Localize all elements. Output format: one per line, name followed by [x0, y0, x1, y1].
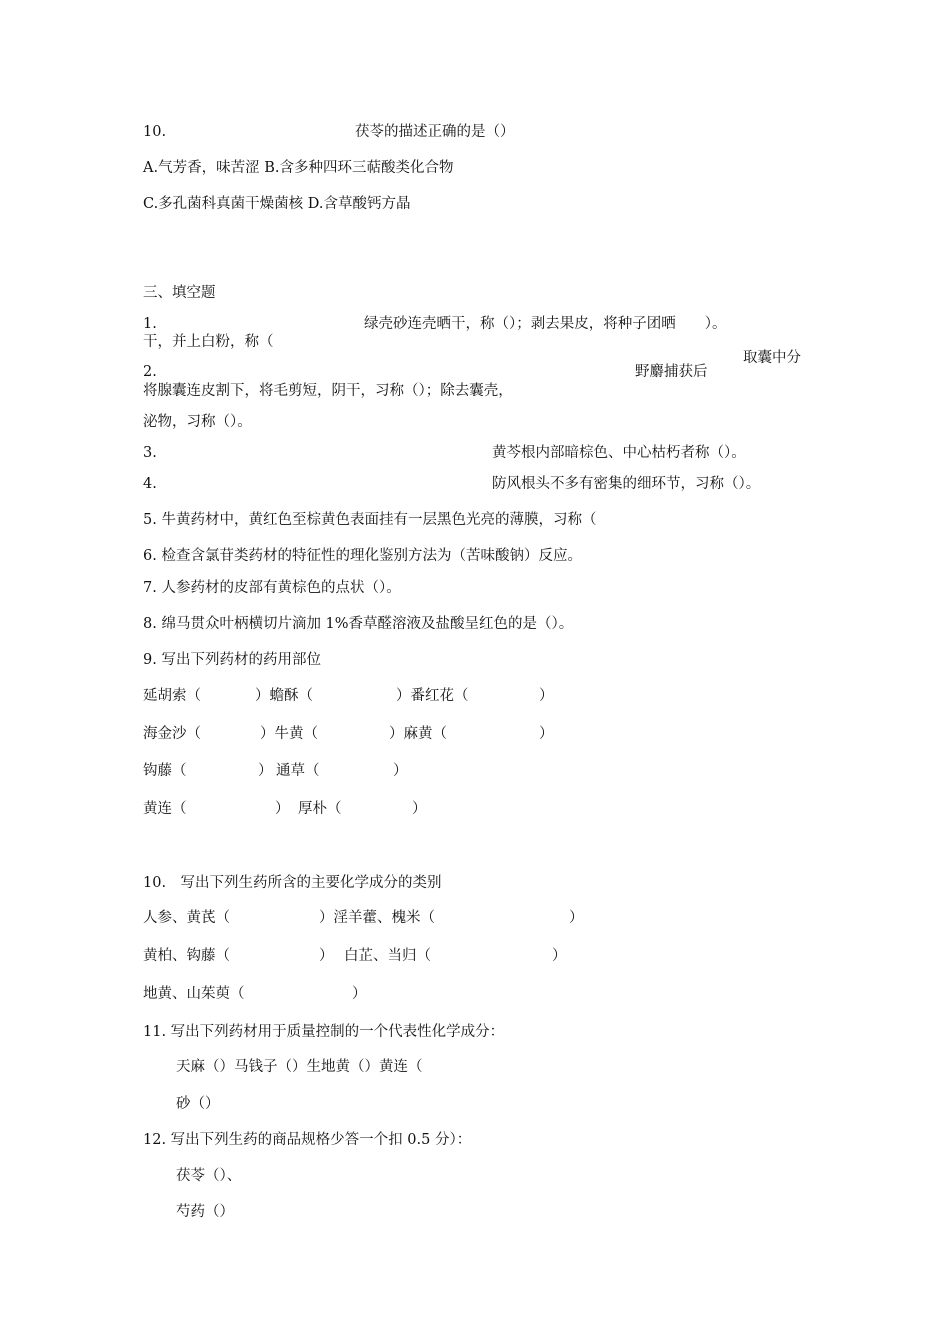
q9-row1-item: ）番红花（ [396, 688, 469, 704]
mc-q10-number: 10. [143, 124, 167, 140]
q10-row3-item: 地黄、山茱萸（ [143, 986, 245, 1002]
fill-q12-line2: 芍药（） [176, 1204, 234, 1220]
fill-q3-text: 黄芩根内部暗棕色、中心枯朽者称（）。 [492, 445, 746, 461]
q9-row4-item: ） [275, 801, 290, 817]
q10-row1-item: ） [569, 910, 584, 926]
section-heading: 三、填空题 [143, 285, 216, 301]
q9-row3-item: ） [258, 763, 273, 779]
fill-q2-line2: 将腺囊连皮割下，将毛剪短，阴干，习称（）；除去囊壳， [143, 383, 513, 399]
q9-row3-item: ） [393, 763, 408, 779]
q10-row2-item: 白芷、当归（ [344, 948, 431, 964]
q9-row2-item: 海金沙（ [143, 726, 201, 742]
q10-row2-item: ） [319, 948, 334, 964]
q10-row2-item: ） [552, 948, 567, 964]
q9-row4-item: ） [412, 801, 427, 817]
fill-q4-text: 防风根头不多有密集的细环节，习称（）。 [492, 476, 761, 492]
q9-row4-item: 黄连（ [143, 801, 187, 817]
fill-q2-fragment-a: 野麝捕获后 [635, 364, 708, 380]
q10-row1-item: ）淫羊藿、槐米（ [319, 910, 435, 926]
mc-q10-options-ab: A.气芳香，味苦涩 B.含多种四环三萜酸类化合物 [143, 160, 454, 176]
fill-q5: 5. 牛黄药材中，黄红色至棕黄色表面挂有一层黑色光亮的薄膜，习称（ [143, 512, 597, 528]
q9-row2-item: ） [539, 726, 554, 742]
fill-q11-line1: 天麻（）马钱子（）生地黄（）黄连（ [176, 1059, 423, 1075]
mc-q10-options-cd: C.多孔菌科真菌干燥菌核 D.含草酸钙方晶 [143, 196, 411, 212]
q9-row3-item: 钩藤（ [143, 763, 187, 779]
fill-q2-fragment-b: 取囊中分 [743, 350, 801, 366]
fill-q2-line3: 泌物，习称（）。 [143, 414, 252, 430]
fill-q6: 6. 检查含氯苷类药材的特征性的理化鉴别方法为（苦味酸钠）反应。 [143, 548, 582, 564]
fill-q2-number: 2. [143, 364, 157, 380]
fill-q12-line1: 茯苓（）、 [176, 1168, 242, 1184]
fill-q11-title: 11. 写出下列药材用于质量控制的一个代表性化学成分： [143, 1024, 505, 1040]
q10-row2-item: 黄柏、钩藤（ [143, 948, 230, 964]
mc-q10-stem: 茯苓的描述正确的是（） [355, 124, 515, 140]
fill-q1-continuation: 干，并上白粉，称（ [143, 334, 274, 350]
q9-row3-item: 通草（ [276, 763, 320, 779]
fill-q4-number: 4. [143, 476, 157, 492]
fill-q3-number: 3. [143, 445, 157, 461]
q9-row2-item: ）麻黄（ [389, 726, 447, 742]
q9-row1-item: ）蟾酥（ [255, 688, 313, 704]
fill-q9-title: 9. 写出下列药材的药用部位 [143, 652, 321, 668]
fill-q7: 7. 人参药材的皮部有黄棕色的点状（）。 [143, 580, 401, 596]
fill-q12-title: 12. 写出下列生药的商品规格少答一个扣 0.5 分）： [143, 1132, 472, 1148]
q9-row1-item: ） [539, 688, 554, 704]
q9-row2-item: ）牛黄（ [260, 726, 318, 742]
fill-q1-number: 1. [143, 316, 157, 332]
fill-q11-line2: 砂（） [176, 1096, 220, 1112]
q9-row4-item: 厚朴（ [298, 801, 342, 817]
fill-q10-title: 10. 写出下列生药所含的主要化学成分的类别 [143, 875, 442, 891]
q10-row1-item: 人参、黄芪（ [143, 910, 230, 926]
fill-q1-text: 绿壳砂连壳晒干，称（）；剥去果皮，将种子团晒 ）。 [364, 316, 727, 332]
q10-row3-item: ） [352, 986, 367, 1002]
fill-q8: 8. 绵马贯众叶柄横切片滴加 1%香草醛溶液及盐酸呈红色的是（）。 [143, 616, 574, 632]
q9-row1-item: 延胡索（ [143, 688, 201, 704]
